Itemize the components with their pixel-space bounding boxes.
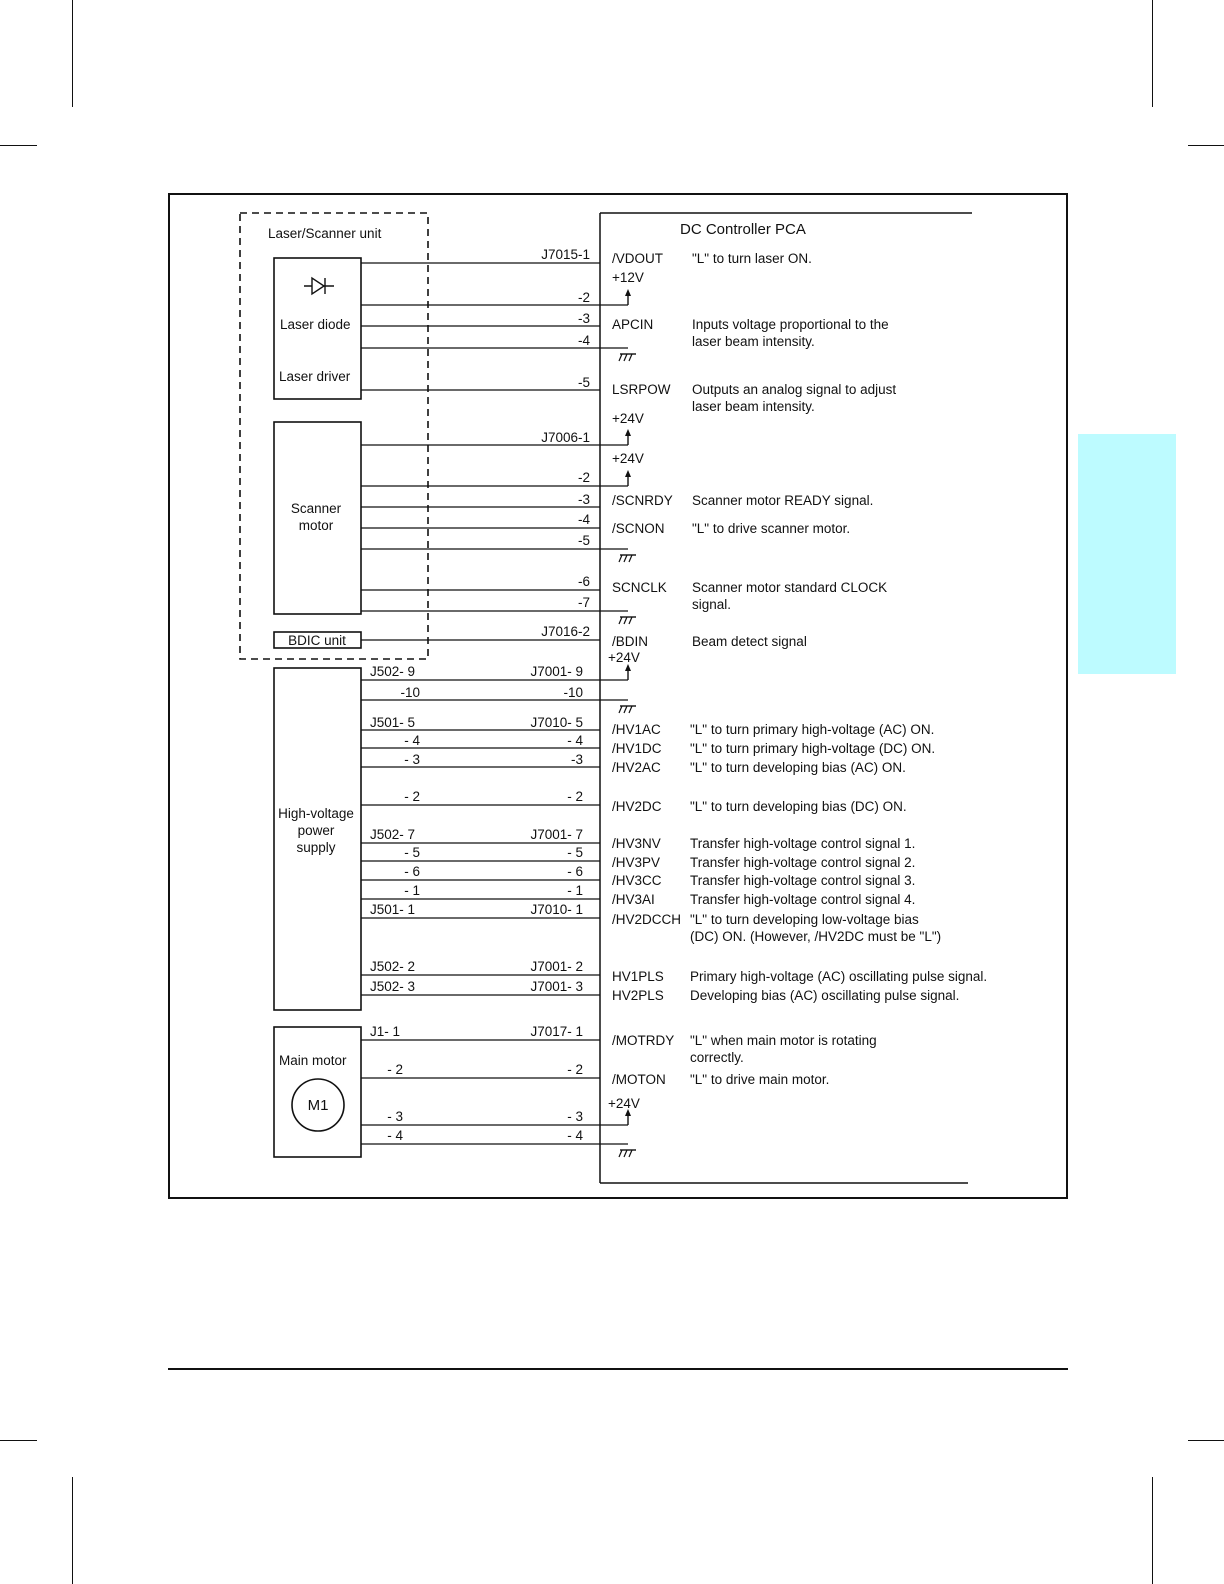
signal-name: /HV1DC <box>612 741 662 756</box>
signal-name: /HV3CC <box>612 873 662 888</box>
connector-label: - 1 <box>567 883 583 898</box>
signal-name: HV1PLS <box>612 969 664 984</box>
signal-labels <box>608 251 987 1111</box>
signal-description: Transfer high-voltage control signal 4. <box>690 892 916 907</box>
connector-label: J7015-1 <box>541 247 590 262</box>
signal-description: "L" when main motor is rotating <box>690 1033 877 1048</box>
scanner-motor-label-2: motor <box>298 518 334 533</box>
wires <box>361 263 600 1144</box>
signal-description: "L" to turn primary high-voltage (AC) ON. <box>690 722 935 737</box>
signal-description: (DC) ON. (However, /HV2DC must be "L") <box>690 929 942 944</box>
connector-label: J7001- 9 <box>530 664 583 679</box>
connector-label: - 4 <box>567 1128 583 1143</box>
signal-description: Inputs voltage proportional to the <box>692 317 889 332</box>
hv-supply-label-1: High-voltage <box>278 806 354 821</box>
connector-label: - 4 <box>567 733 583 748</box>
connector-label: -5 <box>577 375 590 390</box>
signal-name: +24V <box>612 411 644 426</box>
laser-scanner-unit-label: Laser/Scanner unit <box>268 226 382 241</box>
signal-description: "L" to turn developing low-voltage bias <box>690 912 919 927</box>
signal-description: Primary high-voltage (AC) oscillating pulse signal. <box>690 969 988 984</box>
connector-label: -6 <box>577 574 590 589</box>
connector-label: J7010- 5 <box>530 715 583 730</box>
connector-labels <box>530 247 590 1143</box>
pin-label: - 5 <box>404 845 420 860</box>
controller-title: DC Controller PCA <box>680 221 806 238</box>
signal-name: +24V <box>612 451 644 466</box>
laser-diode-icon <box>304 278 334 294</box>
connector-label: J7016-2 <box>541 624 590 639</box>
signal-name: LSRPOW <box>612 382 671 397</box>
signal-name: /HV2DCCH <box>612 912 682 927</box>
signal-name: /SCNON <box>612 521 665 536</box>
connector-label: -2 <box>577 470 590 485</box>
signal-description: signal. <box>692 597 732 612</box>
connector-label: -4 <box>577 512 590 527</box>
signal-description: "L" to turn developing bias (DC) ON. <box>690 799 907 814</box>
signal-description: Scanner motor standard CLOCK <box>692 580 888 595</box>
pin-label: -10 <box>400 685 420 700</box>
connector-label: J7001- 2 <box>530 959 583 974</box>
connector-label: - 5 <box>567 845 583 860</box>
connector-label: - 6 <box>567 864 583 879</box>
signal-name: /HV1AC <box>612 722 661 737</box>
hv-supply-label-2: power <box>297 823 335 838</box>
pin-label: J502- 7 <box>370 827 416 842</box>
pin-label: - 1 <box>404 883 420 898</box>
signal-name: +12V <box>612 270 644 285</box>
signal-description: "L" to turn primary high-voltage (DC) ON. <box>690 741 936 756</box>
signal-name: /HV2DC <box>612 799 662 814</box>
signal-name: /MOTON <box>612 1072 666 1087</box>
signal-description: Transfer high-voltage control signal 3. <box>690 873 916 888</box>
laser-diode-label: Laser diode <box>280 317 351 332</box>
connector-label: J7006-1 <box>541 430 590 445</box>
connector-label: -7 <box>577 595 590 610</box>
connector-label: J7010- 1 <box>530 902 583 917</box>
signal-description: laser beam intensity. <box>692 334 815 349</box>
signal-name: /BDIN <box>612 634 649 649</box>
pin-label: - 6 <box>404 864 420 879</box>
signal-description: "L" to turn laser ON. <box>692 251 812 266</box>
main-motor-label: Main motor <box>279 1053 347 1068</box>
pin-label: - 4 <box>404 733 420 748</box>
pin-label: J501- 1 <box>370 902 416 917</box>
signal-description: Scanner motor READY signal. <box>692 493 874 508</box>
signal-description: Developing bias (AC) oscillating pulse signal. <box>690 988 960 1003</box>
connector-label: - 2 <box>567 1062 583 1077</box>
signal-description: Outputs an analog signal to adjust <box>692 382 897 397</box>
signal-description: "L" to drive scanner motor. <box>692 521 851 536</box>
signal-name: /HV3NV <box>612 836 661 851</box>
pin-label: J502- 2 <box>370 959 416 974</box>
connector-label: -10 <box>563 685 583 700</box>
pin-label: J501- 5 <box>370 715 416 730</box>
signal-name: /SCNRDY <box>612 493 673 508</box>
connector-label: J7001- 7 <box>530 827 583 842</box>
connector-label: -3 <box>577 311 590 326</box>
connector-label: J7017- 1 <box>530 1024 583 1039</box>
signal-description: laser beam intensity. <box>692 399 815 414</box>
signal-name: /VDOUT <box>612 251 664 266</box>
pin-label: - 3 <box>404 752 420 767</box>
signal-description: Beam detect signal <box>692 634 807 649</box>
pin-label: - 4 <box>387 1128 403 1143</box>
signal-name: /HV3AI <box>612 892 655 907</box>
signal-description: Transfer high-voltage control signal 2. <box>690 855 916 870</box>
signal-name: SCNCLK <box>612 580 667 595</box>
signal-name: +24V <box>608 1096 640 1111</box>
signal-name: /HV2AC <box>612 760 661 775</box>
connector-label: -2 <box>577 290 590 305</box>
connector-label: -3 <box>570 752 583 767</box>
hv-pin-labels <box>370 664 420 1143</box>
connector-label: J7001- 3 <box>530 979 583 994</box>
signal-name: +24V <box>608 650 640 665</box>
pin-label: - 2 <box>404 789 420 804</box>
pin-label: J502- 9 <box>370 664 416 679</box>
signal-description: "L" to turn developing bias (AC) ON. <box>690 760 906 775</box>
laser-scanner-unit-outline <box>240 213 428 659</box>
connector-label: -4 <box>577 333 590 348</box>
signal-description: correctly. <box>690 1050 744 1065</box>
signal-name: APCIN <box>612 317 654 332</box>
connector-label: - 2 <box>567 789 583 804</box>
laser-driver-label: Laser driver <box>279 369 351 384</box>
connector-label: - 3 <box>567 1109 583 1124</box>
scanner-motor-label-1: Scanner <box>290 501 342 516</box>
pin-label: - 2 <box>387 1062 403 1077</box>
connector-label: -5 <box>577 533 590 548</box>
pin-label: J1- 1 <box>370 1024 401 1039</box>
pin-label: - 3 <box>387 1109 403 1124</box>
motor-symbol-label: M1 <box>307 1097 329 1114</box>
hv-supply-label-3: supply <box>296 840 336 855</box>
signal-name: /HV3PV <box>612 855 661 870</box>
connector-label: -3 <box>577 492 590 507</box>
signal-name: /MOTRDY <box>612 1033 675 1048</box>
signal-name: HV2PLS <box>612 988 664 1003</box>
bdic-unit-label: BDIC unit <box>288 633 346 648</box>
pin-label: J502- 3 <box>370 979 416 994</box>
signal-description: Transfer high-voltage control signal 1. <box>690 836 916 851</box>
main-motor-box <box>274 1027 361 1157</box>
hv-supply-box <box>274 668 361 1010</box>
signal-description: "L" to drive main motor. <box>690 1072 830 1087</box>
